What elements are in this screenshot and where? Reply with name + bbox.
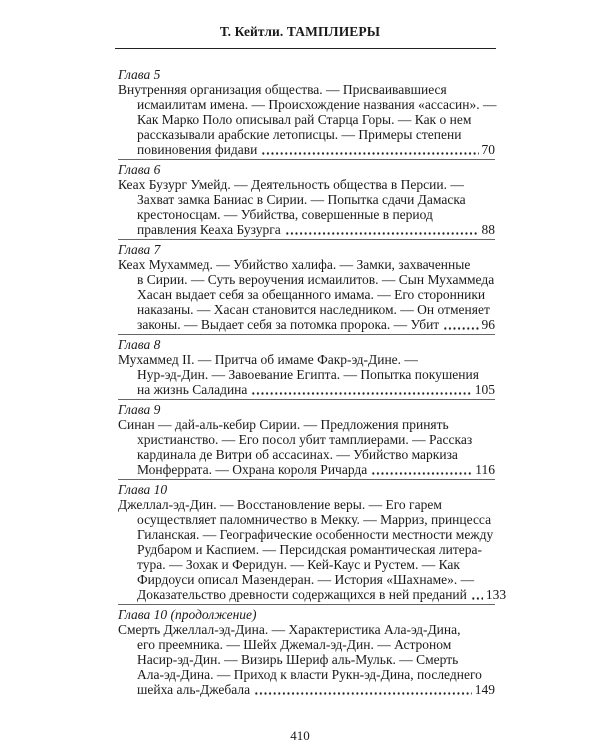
entry-line: Рудбаром и Каспием. — Персидская романтическая литера- (137, 542, 482, 557)
dot-leader (285, 222, 479, 237)
page-number: 410 (290, 728, 310, 743)
dot-leader (471, 587, 483, 602)
entry-line: Кеах Мухаммед. — Убийство халифа. — Замки, захваченные (118, 257, 471, 272)
toc-chapter-5 (118, 67, 495, 157)
dot-leader (443, 317, 478, 332)
entry-line: Насир-эд-Дин. — Визирь Шериф аль-Мульк. — Смерть (137, 652, 459, 667)
page-reference: 96 (481, 317, 495, 332)
entry-line: в Сирии. — Суть вероучения исмаилитов. — Сын Мухаммеда (137, 272, 495, 287)
entry-text: повиновения фидави (137, 142, 258, 157)
header-rule (115, 48, 496, 49)
entry-line: крестоносцам. — Убийства, совершенные в период (137, 207, 433, 222)
toc-chapter-9 (118, 402, 495, 477)
entry-text: правления Кеаха Бузурга (137, 222, 281, 237)
section-separator (118, 479, 495, 480)
entry-last-line (118, 682, 495, 697)
chapter-heading: Глава 6 (118, 162, 161, 177)
page-reference: 133 (485, 587, 507, 602)
entry-line: Джеллал-эд-Дин. — Восстановление веры. — Его гарем (118, 497, 442, 512)
entry-line: Смерть Джеллал-эд-Дина. — Характеристика Ала-эд-Дина, (118, 622, 461, 637)
chapter-heading: Глава 10 (продолжение) (118, 607, 257, 622)
section-separator (118, 604, 495, 605)
entry-line: тура. — Зохак и Феридун. — Кей-Каус и Рустем. — Как (137, 557, 460, 572)
entry-line: Ала-эд-Дина. — Приход к власти Рукн-эд-Дина, последнего (137, 667, 482, 682)
entry-text: шейха аль-Джебала (137, 682, 251, 697)
toc-chapter-8 (118, 337, 495, 397)
entry-last-line (118, 222, 495, 237)
page-reference: 116 (475, 462, 495, 477)
entry-line: исмаилитам имена. — Происхождение названия «ассасин». — (137, 97, 497, 112)
entry-line: Хасан выдает себя за обещанного имама. — Его сторонники (137, 287, 486, 302)
entry-line: Нур-эд-Дин. — Завоевание Египта. — Попытка покушения (137, 367, 479, 382)
entry-line: Захват замка Баниас в Сирии. — Попытка сдачи Дамаска (137, 192, 466, 207)
entry-line: рассказывали арабские летописцы. — Примеры степени (137, 127, 462, 142)
entry-line: Фирдоуси описал Мазендеран. — История «Шахнаме». — (137, 572, 475, 587)
chapter-heading: Глава 5 (118, 67, 161, 82)
entry-line: Мухаммед II. — Притча об имаме Факр-эд-Дине. — (118, 352, 418, 367)
toc-chapter-6 (118, 162, 495, 237)
toc-chapter-10-continued (118, 607, 495, 697)
running-header: Т. Кейтли. ТАМПЛИЕРЫ (219, 24, 381, 39)
section-separator (118, 334, 495, 335)
section-separator (118, 159, 495, 160)
page-reference: 70 (481, 142, 495, 157)
dot-leader (251, 382, 471, 397)
table-of-contents (118, 67, 507, 697)
page-reference: 149 (474, 682, 495, 697)
entry-line: его преемника. — Шейх Джемал-эд-Дин. — Астроном (137, 637, 452, 652)
entry-text: Доказательство древности содержащихся в ней преданий (137, 587, 467, 602)
entry-line: Кеах Бузург Умейд. — Деятельность общества в Персии. — (118, 177, 464, 192)
page-reference: 88 (481, 222, 495, 237)
entry-last-line (118, 462, 495, 477)
entry-last-line (118, 317, 495, 332)
dot-leader (371, 462, 472, 477)
entry-line: наказаны. — Хасан становится наследником. — Он отменяет (137, 302, 490, 317)
dot-leader (254, 682, 472, 697)
entry-line: Как Марко Поло описывал рай Старца Горы. — Как о нем (137, 112, 472, 127)
dot-leader (261, 142, 478, 157)
entry-last-line (118, 142, 495, 157)
chapter-heading: Глава 9 (118, 402, 161, 417)
chapter-heading: Глава 8 (118, 337, 161, 352)
entry-text: на жизнь Саладина (137, 382, 248, 397)
entry-last-line (118, 587, 507, 602)
chapter-heading: Глава 7 (118, 242, 161, 257)
entry-line: христианство. — Его посол убит тамплиерами. — Рассказ (137, 432, 473, 447)
entry-text: законы. — Выдает себя за потомка пророка. — Убит (137, 317, 440, 332)
section-separator (118, 239, 495, 240)
page-reference: 105 (474, 382, 495, 397)
entry-last-line (118, 382, 495, 397)
entry-line: Внутренняя организация общества. — Присваивавшиеся (118, 82, 447, 97)
entry-line: Гиланская. — Географические особенности местности между (137, 527, 494, 542)
entry-line: осуществляет паломничество в Мекку. — Марриз, принцесса (137, 512, 492, 527)
toc-chapter-10 (118, 482, 507, 602)
entry-line: кардинала де Витри об ассасинах. — Убийство маркиза (137, 447, 458, 462)
entry-text: Монферрата. — Охрана короля Ричарда (137, 462, 368, 477)
entry-line: Синан — дай-аль-кебир Сирии. — Предложения принять (118, 417, 449, 432)
section-separator (118, 399, 495, 400)
chapter-heading: Глава 10 (118, 482, 168, 497)
toc-chapter-7 (118, 242, 495, 332)
